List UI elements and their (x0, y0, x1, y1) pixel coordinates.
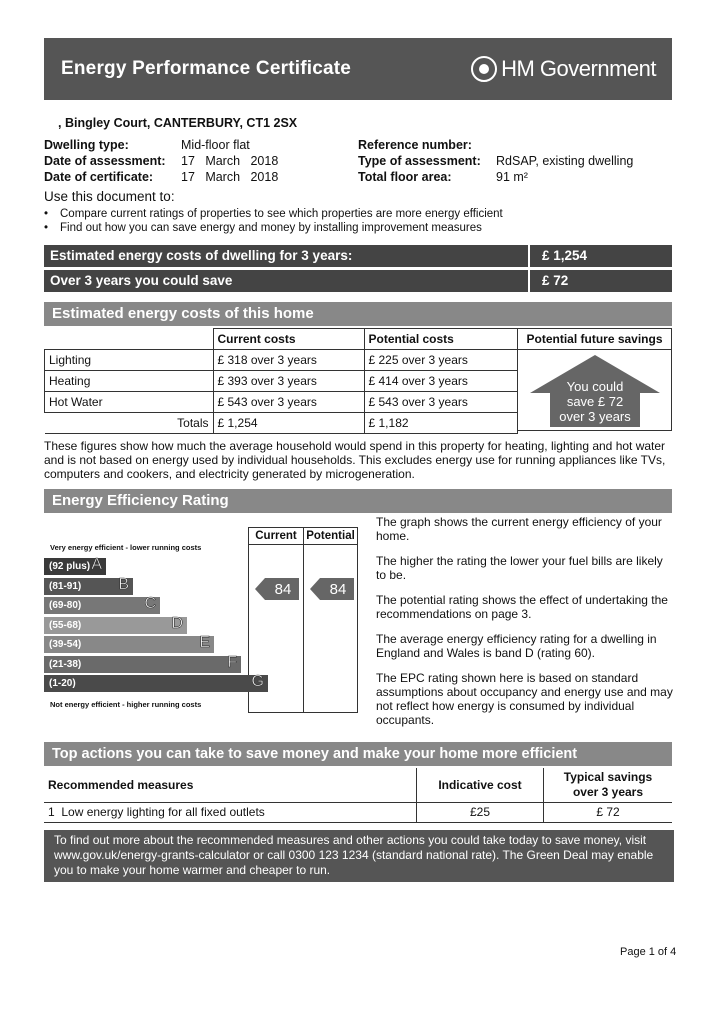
actions-section-heading: Top actions you can take to save money and make your home more efficient (44, 742, 672, 766)
rating-bottom-note: Not energy efficient - higher running costs (50, 700, 202, 709)
estimated-cost-bar (44, 245, 672, 267)
cost-row-name: Lighting (45, 350, 214, 371)
property-address: , Bingley Court, CANTERBURY, CT1 2SX (58, 116, 298, 130)
totals-label: Totals (45, 413, 214, 434)
current-rating-value: 84 (274, 581, 292, 598)
band-letter: D (171, 614, 183, 632)
rating-text-paragraph: The graph shows the current energy efficiency of your home. (376, 515, 662, 543)
assessment-type-label: Type of assessment: (358, 154, 481, 168)
band-range: (92 plus) (49, 561, 91, 572)
actions-footer-note: To find out more about the recommended measures and other actions you could take today to save money, visit www.gov.uk/energy-grants-calculator or call 0300 123 1234 (standard national rate). The Green Deal may enable you to make your home warmer and cheaper to run. (44, 830, 674, 882)
rating-band-a (44, 558, 106, 575)
current-column-header: Current (249, 528, 304, 545)
assessment-date-label: Date of assessment: (44, 154, 166, 168)
savings-header-line: Typical savings (563, 769, 653, 784)
total-current: £ 1,254 (213, 413, 364, 434)
potential-rating-arrow (310, 578, 354, 600)
use-bullet-text: Find out how you can save energy and money by installing improvement measures (60, 222, 482, 234)
measure-cost: £25 (417, 802, 544, 822)
band-letter: G (251, 673, 264, 690)
table-row (45, 371, 518, 392)
band-letter: C (144, 595, 156, 612)
band-letter: B (118, 575, 129, 593)
band-range: (21-38) (49, 658, 82, 670)
totals-row (45, 413, 518, 434)
house-text-line: You could (566, 379, 624, 394)
use-document-heading: Use this document to: (44, 189, 175, 204)
indicative-cost-header: Indicative cost (417, 768, 544, 802)
band-range: (39-54) (49, 639, 82, 650)
bullet-icon: • (44, 208, 49, 220)
band-letter: E (199, 634, 210, 651)
rating-explanation (376, 515, 674, 727)
current-rating-arrow (255, 578, 299, 600)
savings-label: Over 3 years you could save (44, 270, 528, 292)
house-text-line: save £ 72 (566, 394, 624, 409)
potential-costs-header: Potential costs (364, 329, 518, 350)
estimated-cost-value: £ 1,254 (530, 245, 672, 267)
rating-band-c (44, 597, 160, 614)
band-letter: A (91, 556, 102, 573)
rating-band-g (44, 675, 268, 692)
rating-text-paragraph: The potential rating shows the effect of undertaking the recommendations on page 3. (376, 593, 668, 621)
band-range: (1-20) (49, 678, 76, 689)
future-savings-header: Potential future savings (518, 329, 671, 350)
bullet-icon: • (44, 222, 49, 234)
dwelling-type-value: Mid-floor flat (181, 138, 250, 152)
measure-cell (44, 802, 417, 822)
cost-row-current: £ 318 over 3 years (213, 350, 364, 371)
estimated-cost-label: Estimated energy costs of dwelling for 3 years: (44, 245, 528, 267)
band-range: (69-80) (49, 600, 82, 611)
costs-explanation: These figures show how much the average household would spend in this property for heating, lighting and hot water and is not based on energy used by individual households. This excludes energy use for running appliances like TVs, computers and cookers, and electricity generated by microgeneration. (44, 439, 666, 481)
savings-bar (44, 270, 672, 292)
floor-area-label: Total floor area: (358, 170, 452, 184)
house-savings-text (548, 379, 642, 424)
house-text-line: over 3 years (559, 409, 631, 424)
table-row (45, 392, 518, 413)
cost-row-name: Hot Water (45, 392, 214, 413)
costs-table (44, 328, 518, 434)
rating-text-paragraph: The average energy efficiency rating for a dwelling in England and Wales is band D (rating 60). (376, 632, 657, 660)
hm-government-logo (471, 56, 656, 82)
royal-crest-icon (471, 56, 497, 82)
certificate-title: Energy Performance Certificate (61, 58, 352, 79)
certificate-date-label: Date of certificate: (44, 170, 154, 184)
cost-row-potential: £ 543 over 3 years (364, 392, 518, 413)
assessment-date-value: 17 March 2018 (181, 154, 279, 168)
cost-row-current: £ 543 over 3 years (213, 392, 364, 413)
hm-government-text: HM Government (501, 56, 656, 81)
typical-savings-header (544, 768, 673, 802)
table-row (45, 350, 518, 371)
table-row (44, 802, 672, 822)
rating-top-note: Very energy efficient - lower running costs (50, 543, 202, 552)
costs-section-heading: Estimated energy costs of this home (44, 302, 672, 326)
actions-table (44, 768, 672, 823)
measure-number: 1 (48, 805, 55, 819)
floor-area-value: 91 m² (496, 170, 528, 184)
potential-column-header: Potential (303, 528, 358, 545)
cost-row-current: £ 393 over 3 years (213, 371, 364, 392)
band-letter: F (227, 653, 237, 671)
use-bullet-2 (44, 222, 482, 234)
savings-header-line: over 3 years (572, 784, 644, 799)
rating-text-paragraph: The higher the rating the lower your fuel bills are likely to be. (376, 554, 663, 582)
band-range: (81-91) (49, 580, 82, 592)
measures-header: Recommended measures (44, 768, 417, 802)
page-header (44, 38, 672, 100)
measure-text: Low energy lighting for all fixed outlets (61, 805, 265, 819)
band-range: (55-68) (49, 619, 82, 631)
rating-section-heading: Energy Efficiency Rating (44, 489, 672, 513)
use-bullet-text: Compare current ratings of properties to see which properties are more energy efficient (60, 208, 503, 220)
rating-band-f (44, 653, 241, 673)
page-number: Page 1 of 4 (620, 946, 677, 958)
savings-value: £ 72 (530, 270, 672, 292)
rating-band-d (44, 614, 187, 634)
rating-band-e (44, 636, 214, 653)
potential-rating-value: 84 (329, 581, 347, 598)
cost-row-potential: £ 225 over 3 years (364, 350, 518, 371)
dwelling-type-label: Dwelling type: (44, 138, 129, 152)
future-savings-box (518, 328, 672, 431)
assessment-type-value: RdSAP, existing dwelling (496, 154, 634, 168)
rating-text-paragraph: The EPC rating shown here is based on standard assumptions about occupancy and energy use and may not reflect how energy is consumed by individual occupants. (376, 671, 673, 727)
rating-band-b (44, 575, 133, 595)
column-divider (303, 544, 304, 712)
cost-row-name: Heating (45, 371, 214, 392)
reference-number-label: Reference number: (358, 138, 472, 152)
measure-savings: £ 72 (544, 802, 673, 822)
total-potential: £ 1,182 (364, 413, 518, 434)
current-costs-header: Current costs (213, 329, 364, 350)
cost-row-potential: £ 414 over 3 years (364, 371, 518, 392)
use-bullet-1 (44, 208, 503, 220)
certificate-date-value: 17 March 2018 (181, 170, 279, 184)
